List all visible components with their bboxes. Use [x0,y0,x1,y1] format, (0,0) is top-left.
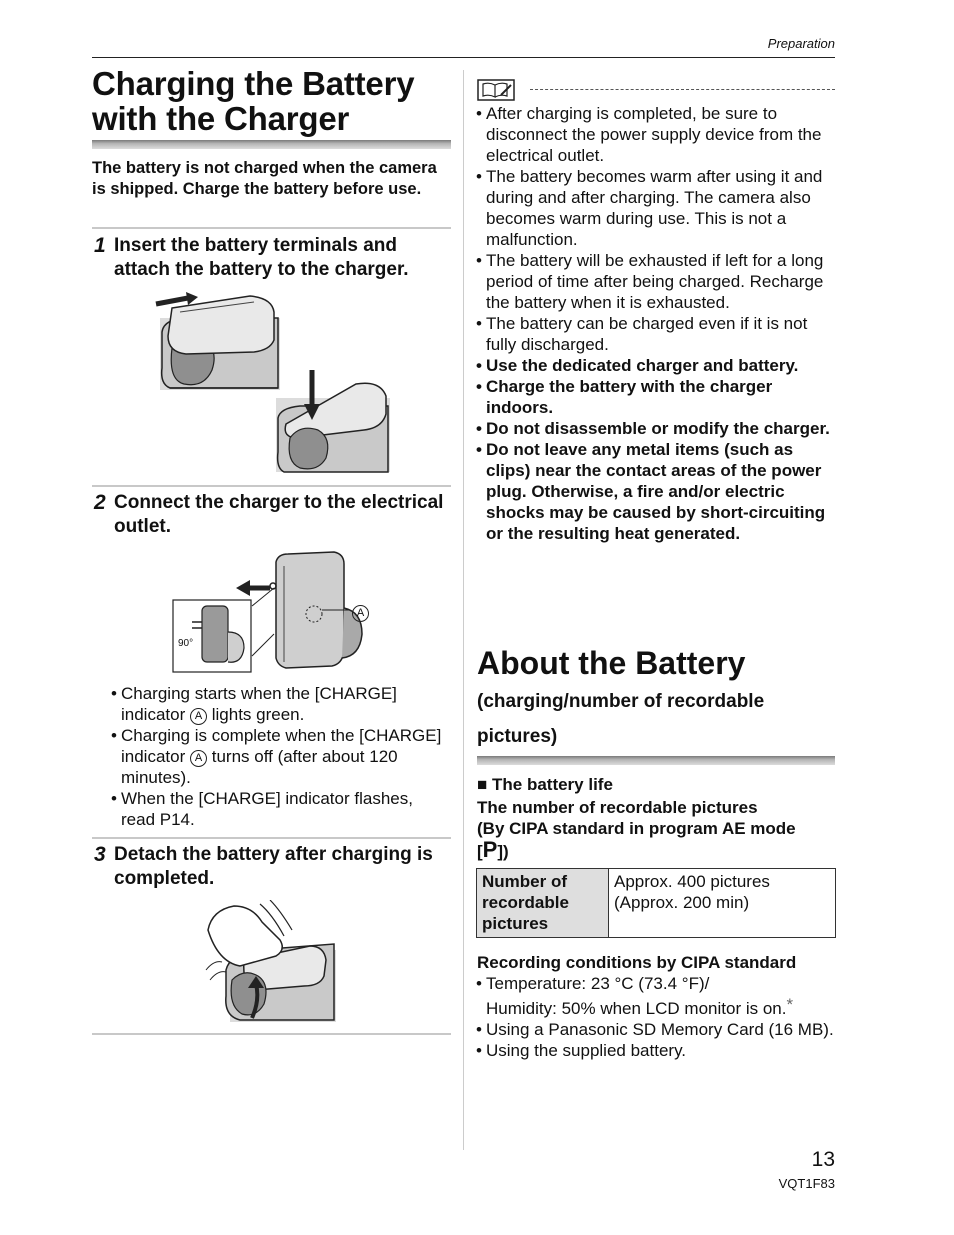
warning-item: • Charge the battery with the charger indoors. [476,376,836,418]
table-row [477,869,836,938]
list-item: • After charging is completed, be sure to disconnect the power supply device from the electrical outlet. [476,103,836,166]
list-item: • Charging starts when the [CHARGE] indicator A lights green. [111,683,449,725]
section-subtitle: (charging/number of recordable pictures) [477,691,765,747]
battery-life-table [476,868,836,938]
program-mode-icon: P [482,837,498,862]
note-icon [477,79,515,101]
page-title: Charging the Battery with the Charger [92,65,415,137]
cipa-line: (By CIPA standard in program AE mode [477,819,796,838]
column-divider [463,70,464,1150]
plug-angle-label: 90° [178,638,194,649]
step-1-number: 1 [94,234,106,257]
section-label: Preparation [767,36,835,51]
charger-outlet-illustration [172,548,378,676]
table-header-cell: Number of recordable pictures [477,869,609,938]
step-1-text: Insert the battery terminals and attach the battery to the charger. [114,235,409,280]
list-item: • The battery will be exhausted if left for a long period of time after being charged. Recharge the battery when it is exhausted. [476,250,836,313]
battery-detach-illustration [200,900,338,1024]
warning-item: • Do not leave any metal items (such as clips) near the contact areas of the power plug. Otherwise, a fire and/or electric shocks may be caused by short-circuiting or the resulting heat generated. [476,439,836,544]
document-code: VQT1F83 [778,1176,835,1191]
conditions-list [476,973,836,1061]
step-3-number: 3 [94,843,106,866]
indicator-mark-a: A [190,750,207,767]
intro-text: The battery is not charged when the camera is shipped. Charge the battery before use. [92,159,437,198]
warning-item: • Use the dedicated charger and battery. [476,355,836,376]
charger-drawing [172,548,378,676]
warning-item: • Do not disassemble or modify the charger. [476,418,836,439]
program-mode-line: [P]) [477,837,509,862]
title-underline-bar [92,140,451,149]
step-3-text: Detach the battery after charging is completed. [114,844,433,889]
step-2 [94,491,454,539]
list-item: • Charging is complete when the [CHARGE] indicator A turns off (after about 120 minutes). [111,725,449,788]
divider [92,837,451,839]
step-2-bullets [111,683,449,830]
recordable-pictures-line: The number of recordable pictures [477,798,758,817]
list-item: • The battery becomes warm after using it and during and after charging. The camera also becomes warm during use. This is not a malfunction. [476,166,836,250]
divider [92,485,451,487]
list-item: • Using the supplied battery. [476,1040,836,1061]
indicator-label-a: A [352,605,369,622]
step-2-number: 2 [94,491,106,514]
list-item: • Temperature: 23 °C (73.4 °F)/ Humidity: 50% when LCD monitor is on.* [476,973,836,1019]
indicator-mark-a: A [190,708,207,725]
note-bullets [476,103,836,544]
table-value-cell: Approx. 400 pictures (Approx. 200 min) [609,869,836,938]
section-underline-bar [477,756,835,765]
step-1 [94,234,454,282]
header-rule [92,57,835,58]
divider [92,227,451,229]
page-number: 13 [811,1148,835,1171]
section-title: About the Battery [477,645,746,681]
note-dashed-rule [530,89,835,90]
battery-insert-illustration [150,288,395,478]
list-item: • Using a Panasonic SD Memory Card (16 MB). [476,1019,836,1040]
list-item: • When the [CHARGE] indicator flashes, read P14. [111,788,449,830]
divider [92,1033,451,1035]
step-2-text: Connect the charger to the electrical outlet. [114,492,444,537]
list-item: • The battery can be charged even if it is not fully discharged. [476,313,836,355]
battery-life-heading: ■ The battery life [477,775,613,794]
asterisk-mark: * [786,995,794,1014]
step-3 [94,843,454,891]
conditions-title: Recording conditions by CIPA standard [477,953,797,972]
